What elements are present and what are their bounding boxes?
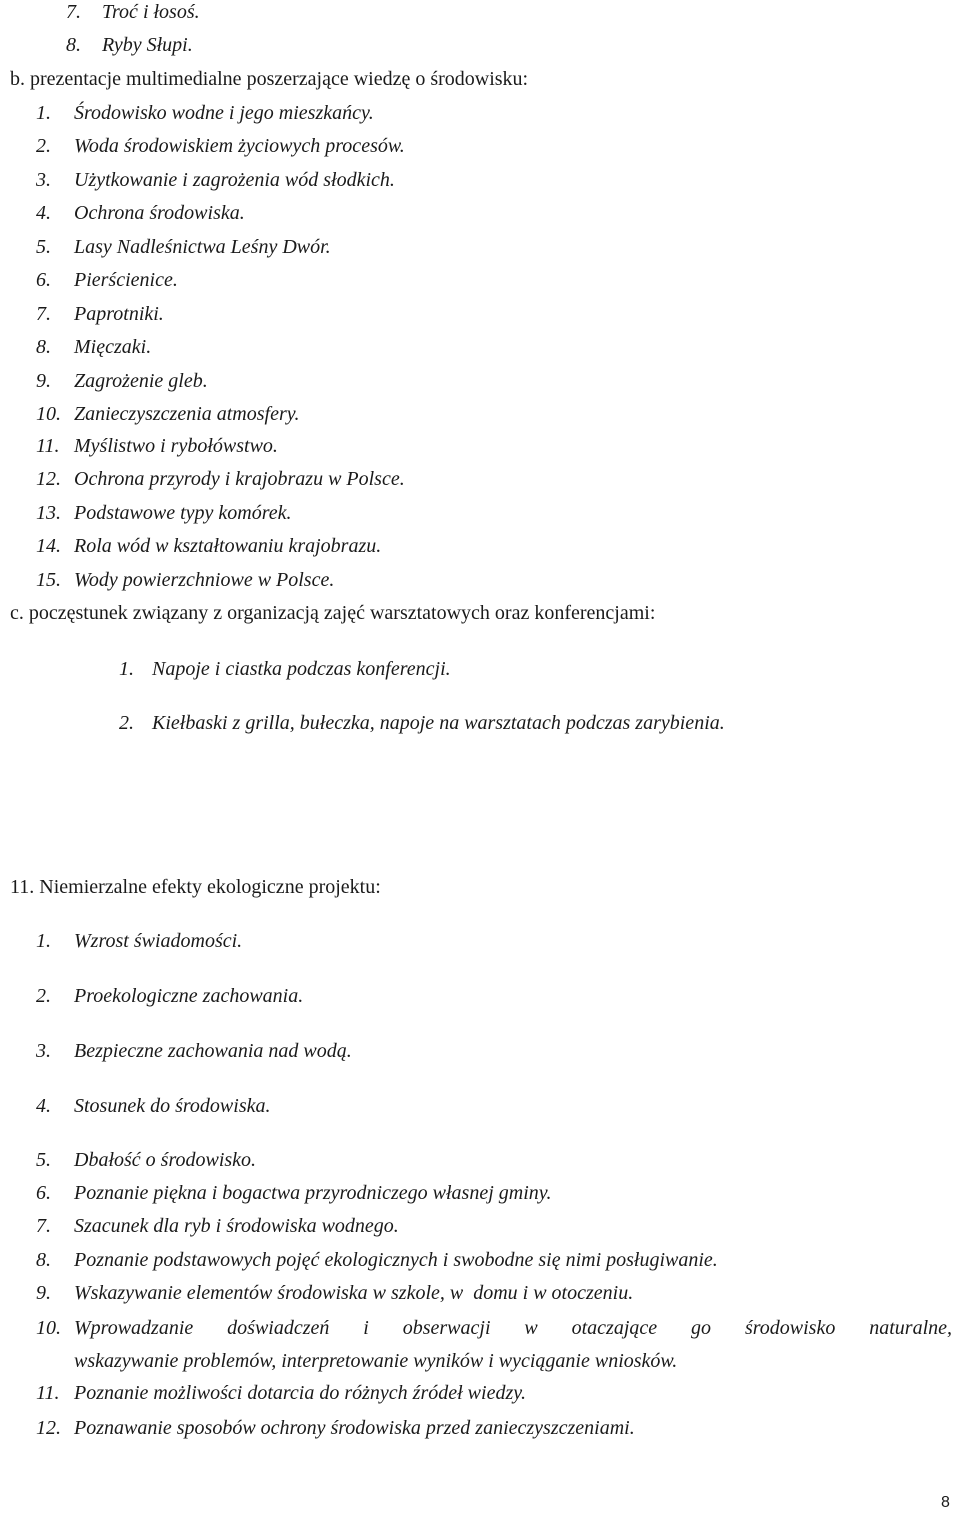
item-text: Szacunek dla ryb i środowiska wodnego. xyxy=(74,1215,399,1237)
item-text: Dbałość o środowisko. xyxy=(74,1149,257,1171)
item-number: 7. xyxy=(36,1215,51,1237)
item-text: Lasy Nadleśnictwa Leśny Dwór. xyxy=(74,236,331,258)
item-text: Poznanie możliwości dotarcia do różnych źródeł wiedzy. xyxy=(74,1382,527,1404)
item-text: Wody powierzchniowe w Polsce. xyxy=(74,569,335,591)
item-text: Troć i łosoś. xyxy=(102,1,200,23)
item-text: Poznanie piękna i bogactwa przyrodniczego własnej gminy. xyxy=(74,1182,552,1204)
item-text: Paprotniki. xyxy=(74,303,164,325)
item-text: Proekologiczne zachowania. xyxy=(74,985,304,1007)
item-number: 1. xyxy=(36,102,51,124)
item-text: Poznanie podstawowych pojęć ekologicznych i swobodne się nimi posługiwanie. xyxy=(74,1249,718,1271)
item-number: 9. xyxy=(36,370,51,392)
section-c-heading: c. poczęstunek związany z organizacją zajęć warsztatowych oraz konferencjami: xyxy=(10,602,656,624)
item-number: 4. xyxy=(36,202,51,224)
item-number: 5. xyxy=(36,1149,51,1171)
item-number: 1. xyxy=(36,930,51,952)
item-number: 10. xyxy=(36,1317,61,1339)
item-text: Poznawanie sposobów ochrony środowiska przed zanieczyszczeniami. xyxy=(74,1417,635,1439)
item-number: 12. xyxy=(36,1417,61,1439)
item-text: Środowisko wodne i jego mieszkańcy. xyxy=(74,102,374,124)
item-text: Ochrona przyrody i krajobrazu w Polsce. xyxy=(74,468,405,490)
item-number: 11. xyxy=(36,1382,60,1404)
item-text: Zanieczyszczenia atmosfery. xyxy=(74,403,300,425)
item-text: Ochrona środowiska. xyxy=(74,202,245,224)
item-text: Myślistwo i rybołówstwo. xyxy=(74,435,278,457)
item-text: Woda środowiskiem życiowych procesów. xyxy=(74,135,405,157)
item-text: Wprowadzanie doświadczeń i obserwacji w otaczające go środowisko naturalne, xyxy=(74,1317,952,1339)
item-text: Wzrost świadomości. xyxy=(74,930,243,952)
item-number: 8. xyxy=(36,1249,51,1271)
item-number: 5. xyxy=(36,236,51,258)
item-number: 15. xyxy=(36,569,61,591)
section-b-heading: b. prezentacje multimedialne poszerzające wiedzę o środowisku: xyxy=(10,68,529,90)
item-number: 11. xyxy=(36,435,60,457)
section-11-heading: 11. Niemierzalne efekty ekologiczne projektu: xyxy=(10,876,381,898)
item-number: 14. xyxy=(36,535,61,557)
item-text: Użytkowanie i zagrożenia wód słodkich. xyxy=(74,169,395,191)
item-number: 6. xyxy=(36,269,51,291)
item-number: 9. xyxy=(36,1282,51,1304)
item-number: 10. xyxy=(36,403,61,425)
item-text: Podstawowe typy komórek. xyxy=(74,502,292,524)
item-text: Wskazywanie elementów środowiska w szkole, w domu i w otoczeniu. xyxy=(74,1282,634,1304)
item-number: 7. xyxy=(36,303,51,325)
item-number: 8. xyxy=(36,336,51,358)
item-number: 2. xyxy=(36,985,51,1007)
item-number: 3. xyxy=(36,169,51,191)
item-number: 7. xyxy=(66,1,81,23)
item-number: 4. xyxy=(36,1095,51,1117)
item-text: Zagrożenie gleb. xyxy=(74,370,208,392)
item-number: 8. xyxy=(66,34,81,56)
item-number: 6. xyxy=(36,1182,51,1204)
list-item-continuation: wskazywanie problemów, interpretowanie wyników i wyciąganie wniosków. xyxy=(74,1350,678,1372)
page-number: 8 xyxy=(941,1494,950,1511)
item-number: 13. xyxy=(36,502,61,524)
item-number: 3. xyxy=(36,1040,51,1062)
item-number: 2. xyxy=(36,135,51,157)
item-number: 12. xyxy=(36,468,61,490)
item-text: Pierścienice. xyxy=(74,269,178,291)
item-text: Bezpieczne zachowania nad wodą. xyxy=(74,1040,352,1062)
item-number: 1. xyxy=(119,658,134,680)
item-text: Kiełbaski z grilla, bułeczka, napoje na warsztatach podczas zarybienia. xyxy=(152,712,725,734)
item-number: 2. xyxy=(119,712,134,734)
item-text: Mięczaki. xyxy=(74,336,152,358)
item-text: Ryby Słupi. xyxy=(102,34,193,56)
item-text: Napoje i ciastka podczas konferencji. xyxy=(152,658,451,680)
item-text: Rola wód w kształtowaniu krajobrazu. xyxy=(74,535,382,557)
item-text: Stosunek do środowiska. xyxy=(74,1095,271,1117)
